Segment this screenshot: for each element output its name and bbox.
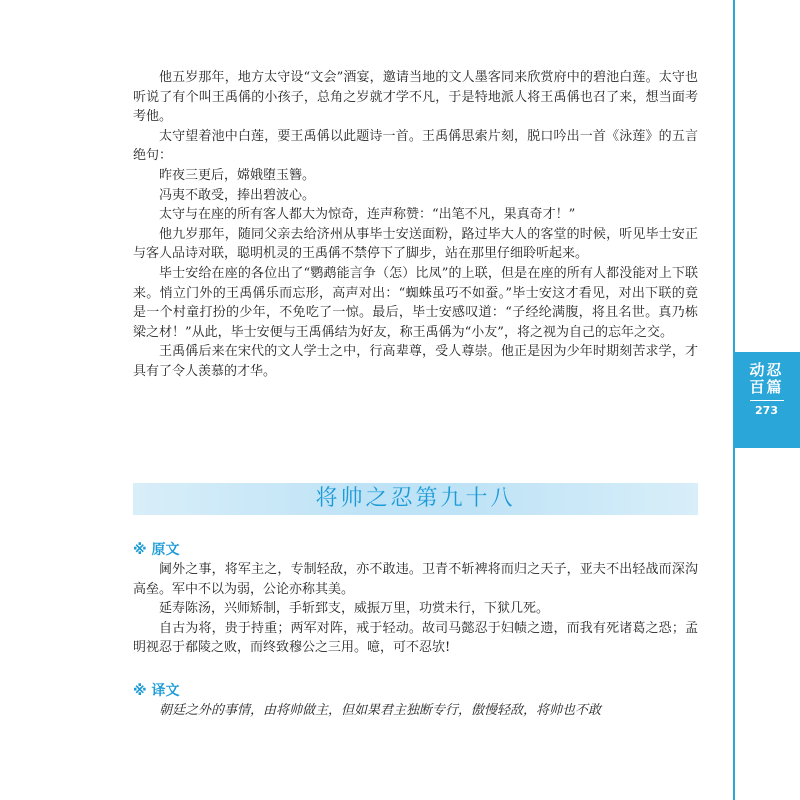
paragraph: 朝廷之外的事情，由将帅做主，但如果君主独断专行，傲慢轻敌，将帅也不敢 [159,703,602,718]
paragraph: 阃外之事，将军主之，专制轻敌，亦不敢违。卫青不斩裨将而归之天子，亚夫不出轻战而深沟高垒。军中不以为弱，公论亦称其美。 [133,562,698,597]
paragraph: 自古为将，贵于持重；两军对阵，戒于轻动。故司马懿忍于妇帻之遗，而我有死诸葛之恐；孟明视忍于郩陵之败，而终致穆公之三用。噫，可不忍欤! [133,620,698,656]
chapter-heading-bar [133,483,698,515]
side-tab-title [733,362,800,396]
original-text-block [133,560,698,658]
top-text-block [133,68,698,382]
paragraph: 他五岁那年，地方太守设“文会”酒宴，邀请当地的文人墨客同来欣赏府中的碧池白莲。太守也听说了有个叫王禹偁的小孩子，总角之岁就才学不凡，于是特地派人将王禹偁也召了来，想当面考考他。 [133,70,698,125]
paragraph: 王禹偁后来在宋代的文人学士之中，行高辈尊，受人尊崇。他正是因为少年时期刻苦求学，才具有了令人羡慕的才华。 [133,344,698,379]
side-tab-title-line: 百篇 [749,378,784,396]
side-tab-divider [750,400,784,401]
side-tab [733,352,800,448]
poem-line: 冯夷不敢受，捧出碧波心。 [159,187,316,203]
paragraph: 太守望着池中白莲，要王禹偁以此题诗一首。王禹偁思索片刻，脱口吟出一首《泳莲》的五言绝句： [133,128,698,164]
side-tab-title-line: 动忍 [749,361,784,379]
chapter-heading: 将帅之忍第九十八 [315,486,516,511]
paragraph: 他九岁那年，随同父亲去给济州从事毕士安送面粉，路过毕大人的客堂的时候，听见毕士安正与客人品诗对联，聪明机灵的王禹偁不禁停下了脚步，站在那里仔细聆听起来。 [133,226,698,262]
poem-line: 昨夜三更后，嫦娥堕玉簪。 [159,167,316,183]
paragraph: 延寿陈汤，兴师矫制，手斩郅支，威振万里，功赏未行，下狱几死。 [159,601,550,617]
paragraph: 太守与在座的所有客人都大为惊奇，连声称赞：“出笔不凡，果真奇才！” [159,207,576,223]
section-label-original: ※ 原文 [133,542,180,558]
translation-text-block [133,701,698,721]
section-label-translation: ※ 译文 [133,683,180,699]
page-number: 273 [755,404,778,417]
paragraph: 毕士安给在座的各位出了“鹦鹉能言争（怎）比凤”的上联，但是在座的所有人都没能对上下联来。悄立门外的王禹偁乐而忘形，高声对出：“蜘蛛虽巧不如蚕。”毕士安这才看见，对出下联的竟是一个村童打扮的少年，不免吃了一惊。最后，毕士安感叹道：“子经纶满腹，将且名世。真乃栋梁之材！”从此，毕士安便与王禹偁结为好友，称王禹偁为“小友”，将之视为自己的忘年之交。 [133,265,698,340]
